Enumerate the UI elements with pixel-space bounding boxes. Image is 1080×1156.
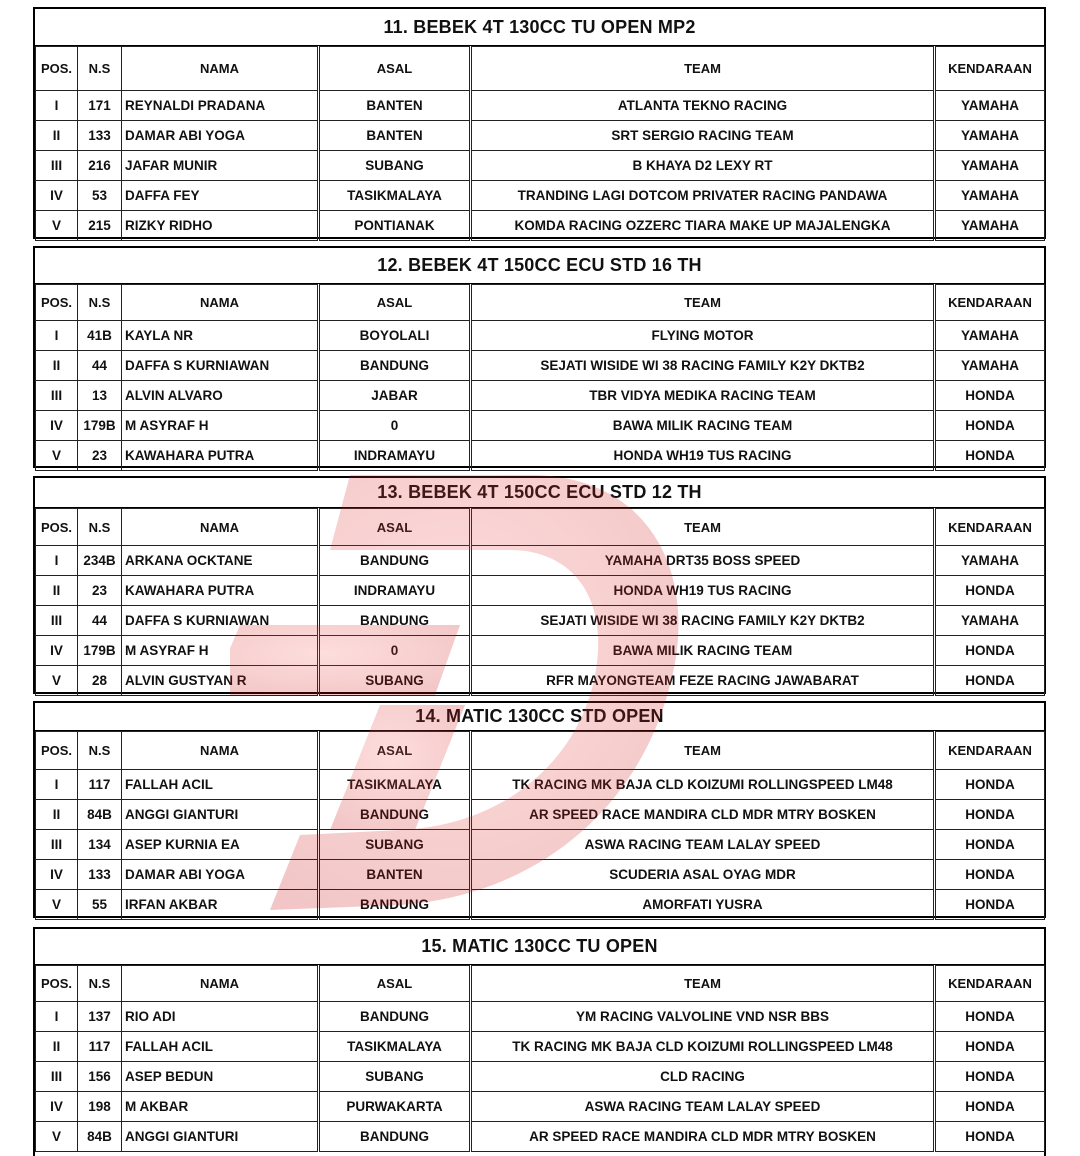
cell-asal: BANDUNG (319, 890, 471, 920)
cell-nama: DAFFA S KURNIAWAN (122, 351, 319, 381)
cell-pos: V (36, 441, 78, 471)
cell-pos: III (36, 1062, 78, 1092)
cell-team: TK RACING MK BAJA CLD KOIZUMI ROLLINGSPEED LM48 (471, 770, 935, 800)
col-header-team: TEAM (471, 732, 935, 770)
cell-kendaraan: YAMAHA (935, 321, 1045, 351)
cell-pos: IV (36, 860, 78, 890)
cell-pos: II (36, 121, 78, 151)
table-header-row (36, 285, 1045, 321)
cell-team: YAMAHA DRT35 BOSS SPEED (471, 546, 935, 576)
cell-nama: KAYLA NR (122, 321, 319, 351)
col-header-asal: ASAL (319, 47, 471, 91)
col-header-asal: ASAL (319, 509, 471, 546)
table-row (36, 830, 1045, 860)
table-row (36, 890, 1045, 920)
cell-kendaraan: YAMAHA (935, 211, 1045, 241)
cell-pos: V (36, 1122, 78, 1152)
table-row (36, 211, 1045, 241)
cell-team: BAWA MILIK RACING TEAM (471, 636, 935, 666)
cell-team: BAWA MILIK RACING TEAM (471, 411, 935, 441)
table-row (36, 91, 1045, 121)
cell-nama: ALVIN ALVARO (122, 381, 319, 411)
cell-ns: 84B (78, 1122, 122, 1152)
cell-team: AMORFATI YUSRA (471, 890, 935, 920)
cell-kendaraan: YAMAHA (935, 91, 1045, 121)
col-header-team: TEAM (471, 47, 935, 91)
cell-asal: BOYOLALI (319, 321, 471, 351)
cell-ns: 44 (78, 351, 122, 381)
table-row (36, 576, 1045, 606)
cell-nama: ANGGI GIANTURI (122, 1122, 319, 1152)
col-header-nama: NAMA (122, 285, 319, 321)
cell-team: SCUDERIA ASAL OYAG MDR (471, 860, 935, 890)
cell-nama: DAMAR ABI YOGA (122, 860, 319, 890)
cell-asal: BANDUNG (319, 1002, 471, 1032)
cell-asal: BANDUNG (319, 546, 471, 576)
table-header-row (36, 509, 1045, 546)
results-section (33, 701, 1046, 918)
col-header-kendaraan: KENDARAAN (935, 285, 1045, 321)
cell-nama: JAFAR MUNIR (122, 151, 319, 181)
cell-nama: ASEP BEDUN (122, 1062, 319, 1092)
cell-nama: REYNALDI PRADANA (122, 91, 319, 121)
col-header-kendaraan: KENDARAAN (935, 509, 1045, 546)
cell-kendaraan: HONDA (935, 830, 1045, 860)
cell-ns: 215 (78, 211, 122, 241)
cell-nama: KAWAHARA PUTRA (122, 576, 319, 606)
cell-ns: 23 (78, 441, 122, 471)
cell-pos: V (36, 890, 78, 920)
col-header-nama: NAMA (122, 47, 319, 91)
cell-pos: I (36, 321, 78, 351)
cell-kendaraan: YAMAHA (935, 151, 1045, 181)
table-row (36, 151, 1045, 181)
cell-team: CLD RACING (471, 1062, 935, 1092)
cell-team: KOMDA RACING OZZERC TIARA MAKE UP MAJALENGKA (471, 211, 935, 241)
cell-kendaraan: HONDA (935, 770, 1045, 800)
table-row (36, 1002, 1045, 1032)
table-header-row (36, 47, 1045, 91)
cell-asal: BANDUNG (319, 351, 471, 381)
cell-ns: 234B (78, 546, 122, 576)
cell-kendaraan: YAMAHA (935, 121, 1045, 151)
cell-nama: DAMAR ABI YOGA (122, 121, 319, 151)
table-row (36, 770, 1045, 800)
col-header-ns: N.S (78, 47, 122, 91)
cell-ns: 179B (78, 411, 122, 441)
cell-nama: FALLAH ACIL (122, 1032, 319, 1062)
cell-pos: V (36, 211, 78, 241)
table-row (36, 1032, 1045, 1062)
col-header-asal: ASAL (319, 285, 471, 321)
cell-asal: PONTIANAK (319, 211, 471, 241)
cell-kendaraan: YAMAHA (935, 351, 1045, 381)
section-title: 12. BEBEK 4T 150CC ECU STD 16 TH (35, 248, 1044, 284)
cell-kendaraan: HONDA (935, 1062, 1045, 1092)
col-header-kendaraan: KENDARAAN (935, 732, 1045, 770)
results-section (33, 476, 1046, 694)
cell-team: YM RACING VALVOLINE VND NSR BBS (471, 1002, 935, 1032)
cell-nama: ALVIN GUSTYAN R (122, 666, 319, 696)
cell-team: HONDA WH19 TUS RACING (471, 576, 935, 606)
table-row (36, 1092, 1045, 1122)
cell-nama: M AKBAR (122, 1092, 319, 1122)
cell-pos: III (36, 606, 78, 636)
cell-ns: 133 (78, 121, 122, 151)
section-title: 11. BEBEK 4T 130CC TU OPEN MP2 (35, 9, 1044, 46)
col-header-ns: N.S (78, 966, 122, 1002)
cell-kendaraan: HONDA (935, 636, 1045, 666)
cell-team: HONDA WH19 TUS RACING (471, 441, 935, 471)
col-header-kendaraan: KENDARAAN (935, 966, 1045, 1002)
cell-pos: II (36, 351, 78, 381)
cell-kendaraan: HONDA (935, 860, 1045, 890)
cell-asal: TASIKMALAYA (319, 1032, 471, 1062)
cell-pos: II (36, 1032, 78, 1062)
table-row (36, 321, 1045, 351)
table-row (36, 800, 1045, 830)
cell-asal: PURWAKARTA (319, 1092, 471, 1122)
cell-asal: TASIKMALAYA (319, 770, 471, 800)
col-header-ns: N.S (78, 285, 122, 321)
cell-kendaraan: HONDA (935, 441, 1045, 471)
results-table (35, 46, 1045, 241)
cell-ns: 133 (78, 860, 122, 890)
col-header-asal: ASAL (319, 732, 471, 770)
table-row (36, 546, 1045, 576)
cell-asal: JABAR (319, 381, 471, 411)
col-header-team: TEAM (471, 285, 935, 321)
cell-asal: INDRAMAYU (319, 576, 471, 606)
col-header-kendaraan: KENDARAAN (935, 47, 1045, 91)
cell-ns: 44 (78, 606, 122, 636)
table-row (36, 860, 1045, 890)
cell-team: ATLANTA TEKNO RACING (471, 91, 935, 121)
cell-pos: III (36, 151, 78, 181)
results-table (35, 508, 1045, 696)
cell-pos: I (36, 770, 78, 800)
table-row (36, 381, 1045, 411)
table-header-row (36, 966, 1045, 1002)
table-row (36, 1122, 1045, 1152)
section-title: 15. MATIC 130CC TU OPEN (35, 929, 1044, 965)
cell-asal: SUBANG (319, 666, 471, 696)
cell-team: TBR VIDYA MEDIKA RACING TEAM (471, 381, 935, 411)
cell-nama: RIZKY RIDHO (122, 211, 319, 241)
cell-nama: ANGGI GIANTURI (122, 800, 319, 830)
results-section (33, 7, 1046, 239)
cell-pos: I (36, 546, 78, 576)
cell-ns: 23 (78, 576, 122, 606)
cell-ns: 53 (78, 181, 122, 211)
cell-nama: ARKANA OCKTANE (122, 546, 319, 576)
cell-asal: BANDUNG (319, 800, 471, 830)
cell-kendaraan: HONDA (935, 666, 1045, 696)
table-row (36, 1062, 1045, 1092)
cell-kendaraan: HONDA (935, 800, 1045, 830)
table-header-row (36, 732, 1045, 770)
section-title: 14. MATIC 130CC STD OPEN (35, 703, 1044, 731)
section-title: 13. BEBEK 4T 150CC ECU STD 12 TH (35, 478, 1044, 508)
table-row (36, 636, 1045, 666)
cell-team: B KHAYA D2 LEXY RT (471, 151, 935, 181)
cell-pos: IV (36, 411, 78, 441)
cell-kendaraan: HONDA (935, 1032, 1045, 1062)
results-table (35, 731, 1045, 920)
cell-nama: DAFFA FEY (122, 181, 319, 211)
cell-pos: III (36, 830, 78, 860)
col-header-pos: POS. (36, 285, 78, 321)
cell-ns: 179B (78, 636, 122, 666)
cell-asal: SUBANG (319, 151, 471, 181)
table-row (36, 351, 1045, 381)
cell-pos: II (36, 800, 78, 830)
col-header-nama: NAMA (122, 966, 319, 1002)
table-row (36, 606, 1045, 636)
cell-ns: 156 (78, 1062, 122, 1092)
col-header-pos: POS. (36, 966, 78, 1002)
cell-kendaraan: HONDA (935, 576, 1045, 606)
cell-ns: 171 (78, 91, 122, 121)
cell-team: TRANDING LAGI DOTCOM PRIVATER RACING PANDAWA (471, 181, 935, 211)
cell-ns: 13 (78, 381, 122, 411)
col-header-nama: NAMA (122, 732, 319, 770)
results-table (35, 284, 1045, 471)
cell-asal: 0 (319, 636, 471, 666)
col-header-team: TEAM (471, 509, 935, 546)
cell-team: SRT SERGIO RACING TEAM (471, 121, 935, 151)
cell-team: RFR MAYONGTEAM FEZE RACING JAWABARAT (471, 666, 935, 696)
cell-nama: FALLAH ACIL (122, 770, 319, 800)
cell-asal: BANTEN (319, 121, 471, 151)
cell-asal: TASIKMALAYA (319, 181, 471, 211)
cell-pos: II (36, 576, 78, 606)
cell-team: TK RACING MK BAJA CLD KOIZUMI ROLLINGSPEED LM48 (471, 1032, 935, 1062)
cell-kendaraan: HONDA (935, 1002, 1045, 1032)
cell-asal: BANTEN (319, 860, 471, 890)
cell-asal: BANDUNG (319, 606, 471, 636)
cell-ns: 28 (78, 666, 122, 696)
cell-nama: M ASYRAF H (122, 636, 319, 666)
cell-ns: 41B (78, 321, 122, 351)
cell-pos: IV (36, 636, 78, 666)
results-section (33, 246, 1046, 468)
col-header-team: TEAM (471, 966, 935, 1002)
cell-asal: SUBANG (319, 1062, 471, 1092)
cell-pos: I (36, 1002, 78, 1032)
cell-pos: III (36, 381, 78, 411)
cell-team: ASWA RACING TEAM LALAY SPEED (471, 830, 935, 860)
cell-asal: BANTEN (319, 91, 471, 121)
cell-kendaraan: HONDA (935, 890, 1045, 920)
col-header-pos: POS. (36, 732, 78, 770)
cell-asal: BANDUNG (319, 1122, 471, 1152)
cell-kendaraan: HONDA (935, 1092, 1045, 1122)
cell-asal: 0 (319, 411, 471, 441)
cell-pos: IV (36, 1092, 78, 1122)
cell-pos: I (36, 91, 78, 121)
col-header-asal: ASAL (319, 966, 471, 1002)
cell-kendaraan: HONDA (935, 1122, 1045, 1152)
cell-nama: KAWAHARA PUTRA (122, 441, 319, 471)
cell-ns: 55 (78, 890, 122, 920)
cell-kendaraan: HONDA (935, 411, 1045, 441)
cell-kendaraan: YAMAHA (935, 546, 1045, 576)
table-row (36, 411, 1045, 441)
cell-kendaraan: HONDA (935, 381, 1045, 411)
table-row (36, 666, 1045, 696)
cell-asal: INDRAMAYU (319, 441, 471, 471)
cell-ns: 117 (78, 770, 122, 800)
cell-pos: IV (36, 181, 78, 211)
results-table (35, 965, 1045, 1152)
cell-nama: DAFFA S KURNIAWAN (122, 606, 319, 636)
results-section (33, 927, 1046, 1156)
col-header-ns: N.S (78, 732, 122, 770)
cell-ns: 198 (78, 1092, 122, 1122)
cell-team: SEJATI WISIDE WI 38 RACING FAMILY K2Y DKTB2 (471, 351, 935, 381)
cell-kendaraan: YAMAHA (935, 606, 1045, 636)
cell-pos: V (36, 666, 78, 696)
cell-team: ASWA RACING TEAM LALAY SPEED (471, 1092, 935, 1122)
cell-team: SEJATI WISIDE WI 38 RACING FAMILY K2Y DKTB2 (471, 606, 935, 636)
cell-ns: 134 (78, 830, 122, 860)
cell-ns: 137 (78, 1002, 122, 1032)
cell-nama: IRFAN AKBAR (122, 890, 319, 920)
col-header-pos: POS. (36, 47, 78, 91)
col-header-pos: POS. (36, 509, 78, 546)
col-header-ns: N.S (78, 509, 122, 546)
table-row (36, 441, 1045, 471)
cell-team: AR SPEED RACE MANDIRA CLD MDR MTRY BOSKEN (471, 1122, 935, 1152)
cell-ns: 117 (78, 1032, 122, 1062)
table-row (36, 181, 1045, 211)
cell-kendaraan: YAMAHA (935, 181, 1045, 211)
cell-nama: ASEP KURNIA EA (122, 830, 319, 860)
cell-ns: 216 (78, 151, 122, 181)
cell-nama: RIO ADI (122, 1002, 319, 1032)
cell-ns: 84B (78, 800, 122, 830)
cell-asal: SUBANG (319, 830, 471, 860)
table-row (36, 121, 1045, 151)
cell-team: FLYING MOTOR (471, 321, 935, 351)
col-header-nama: NAMA (122, 509, 319, 546)
cell-nama: M ASYRAF H (122, 411, 319, 441)
cell-team: AR SPEED RACE MANDIRA CLD MDR MTRY BOSKEN (471, 800, 935, 830)
